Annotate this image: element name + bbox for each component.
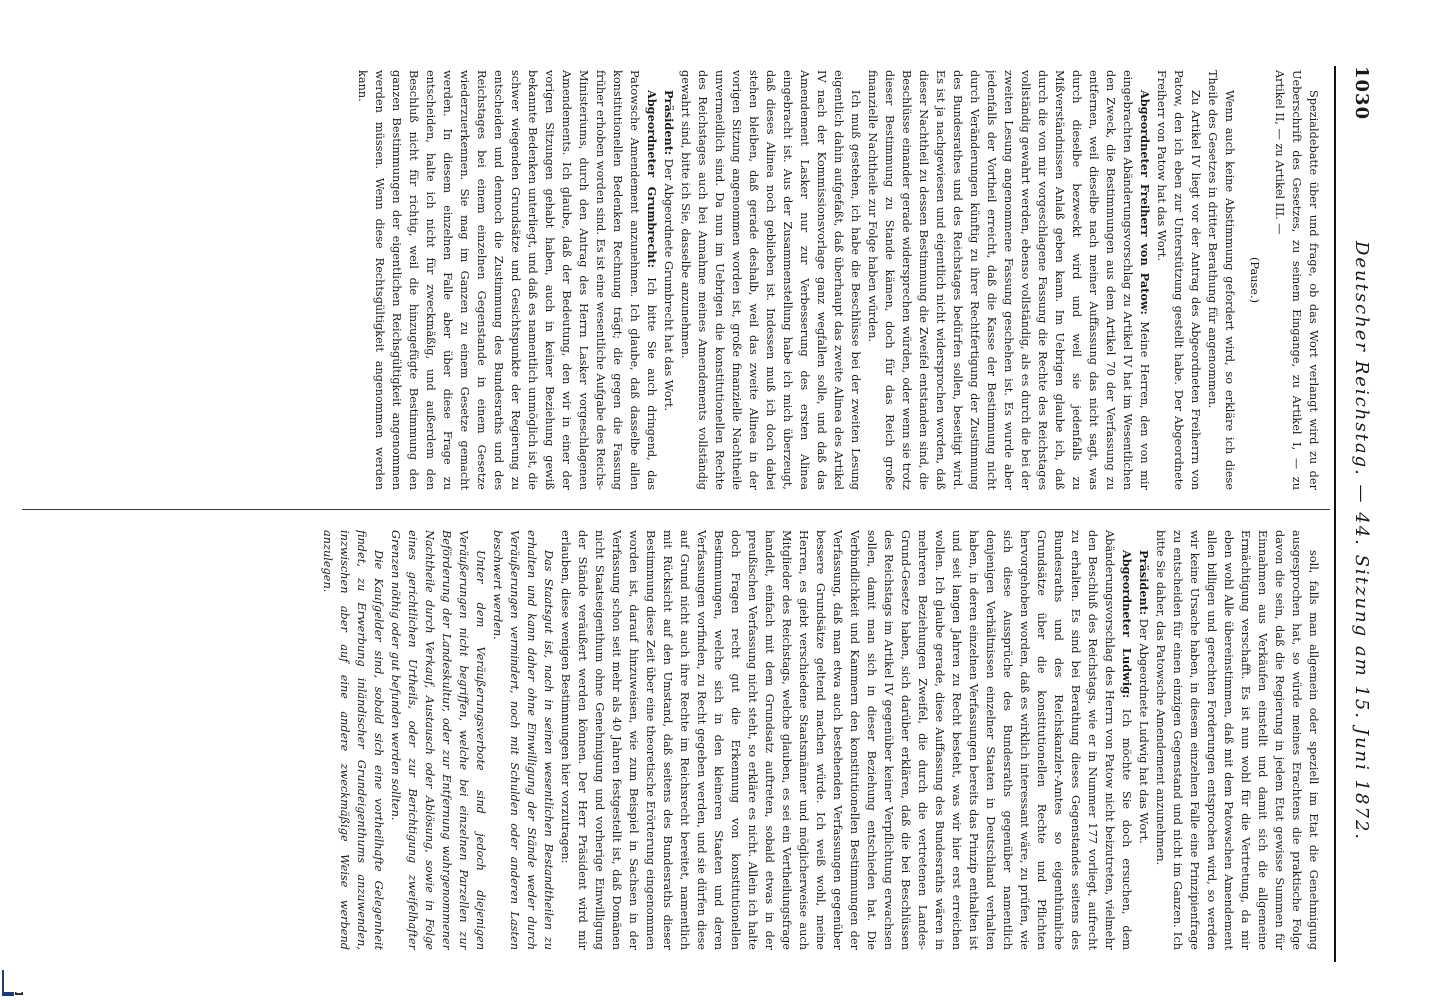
page-number: 1030 bbox=[1351, 66, 1373, 121]
speech-paragraph bbox=[1135, 530, 1152, 950]
text-paragraph: Spezialdebatte über und frage, ob das Wort verlangt wird zu der Ueberschrift des Gesetzes, zu seinem Eingange, zu Artikel I, — zu Artikel II, — zu Artikel III. — bbox=[1273, 70, 1320, 490]
newspaper-page bbox=[4, 36, 1400, 992]
text-paragraph: Unter dem Veräußerungsverbote sind jedoch diejenigen Veräußerungen nicht begriffen, welche bei einzelnen Parzellen zur Beförderung der Landeskultur, oder zur Entfernung wahrgenommener Nachtheile durch Verkauf, Austausch oder Ablösung, sowie in Folge eines gerichtlichen Urtheils, oder zur Berichtigung zweifelhafter Grenzen nöthig oder gut befunden werden sollten. bbox=[389, 530, 487, 950]
text-paragraph: Die Kaufgelder sind, sobald sich eine vortheilhafte Gelegenheit findet, zu Erwerbung inländischer Grundeigenthums anzuwenden, inzwischen aber auf eine andere zweckmäßige Weise werbend anzulegen. bbox=[321, 530, 385, 950]
column-divider bbox=[22, 509, 1330, 510]
text-paragraph: Wenn auch keine Abstimmung gefordert wird, so erkläre ich diese Theile des Gesetzes in dritter Berathung für angenommen. bbox=[1206, 70, 1236, 490]
right-column bbox=[22, 530, 1322, 950]
page-title: Deutscher Reichstag. — 44. Sitzung am 15. Juni 1872. bbox=[1351, 240, 1373, 842]
text-paragraph: Zu Artikel IV liegt vor der Antrag des Abgeordneten Freiherrn von Patow, den ich eben zur Unterstützung gestellt habe. Der Abgeordnete Freiherr von Patow hat das Wort. bbox=[1155, 70, 1202, 490]
speech-paragraph bbox=[660, 70, 677, 490]
speaker-name: Präsident: bbox=[1137, 550, 1151, 616]
page-header bbox=[1342, 66, 1382, 962]
header-rule bbox=[1334, 66, 1336, 962]
speech-paragraph bbox=[557, 530, 1135, 950]
text-paragraph: soll, falls man allgemein oder speziell im Etat die Genehmigung ausgesprochen hat, so würde meines Erachtens die praktische Folge davon die sein, daß die Regierung in jedem Etat gewisse Summen für Einnahmen aus Verkäufen einstellt und damit sich die allgemeine Ermächtigung verschafft. Es ist nun wohl für die Vertretung, da mir eben wohl Alle übereinstimmen, daß mit dem Patowschen Amendement allen billigen und gerechten Forderungen entsprochen wird, so werden wir keine Ursache haben, in diesem einzelnen Falle eine Prinzipienfrage zu entscheiden für einen einzigen Gegenstand und nicht im Ganzen. Ich bitte Sie daher, das Patowsche Amendement anzunehmen. bbox=[1154, 530, 1320, 950]
speech-text: Ich bitte Sie auch dringend, das Patowsche Amendement anzunehmen. Ich glaube, daß dasselbe allen konstitutionellen Bedenken Rechnung trägt; die gegen die Fassung früher erhoben worden sind. Es ist eine wesentliche Aufgabe des Reichs-Ministeriums, durch den Antrag des Herrn Lasker vorgeschlagenen Amendements. Ich glaube, daß der Bedeutung, den wir in einer der vorigen Sitzungen gehabt haben, auch in keiner Beziehung gewiß bekannte Bedenken unterliegt, und daß es namentlich unmöglich ist, die schwer wiegenden Grundsätze und Gesichtspunkte der Regierung zu entscheiden und dennoch die Zustimmung des Bundesraths und des Reichstages bei einem einzelnen Gegenstande in einem Gesetze wiederzuerkennen. Sie mag im Ganzen zu einem Gesetze gemacht werden. In diesem einzelnen Falle aber über diese Frage zu entscheiden, halte ich nicht für zweckmäßig, und außerdem den Beschluß nicht für richtig, weil die hinzugefügte Bestimmung den ganzen Bestimmungen der eigentlichen Reichsgültigkeit angenommen werden müssen. Wenn diese Rechtsgültigkeit angenommen werden kann. bbox=[356, 70, 658, 490]
left-column bbox=[22, 70, 1322, 490]
speech-paragraph bbox=[864, 70, 1153, 490]
speaker-name: Abgeordneter Grumbrecht: bbox=[645, 90, 659, 268]
speaker-name: Abgeordneter Freiherr von Patow: bbox=[1138, 90, 1152, 315]
speech-text: Der Abgeordnete Ludwig hat das Wort. bbox=[1137, 615, 1150, 844]
speech-text: Ich möchte Sie doch ersuchen, dem Abänderungsvorschlag des Herrn von Patow nicht beizutreten, vielmehr den Beschluß des Reichstags, wie er in Nummer 177 vorliegt, aufrecht zu erhalten. Es sind bei Berathung dieses Gegenstandes seitens des Bundesraths und des Reichskanzler-Amtes so eigenthümliche Grundsätze über die konstitutionellen Rechte und Pflichten hervorgehoben worden, daß es wirklich interessant wäre, zu prüfen, wie sich diese Aussprüche des Bundesraths gegenüber namentlich denjenigen Verhältnissen einzelner Staaten in Deutschland verhalten haben, in deren einzelnen Verfassungen bereits das Prinzip enthalten ist und seit langen Jahren zu Recht besteht, was wir hier erst erreichen wollen. Ich glaube gerade, diese Auffassung des Bundesraths wären in mehreren Beziehungen Zweifel, die durch die vertretenen Landes-Grund-Gesetze haben, sich darüber erklären, daß die bei Beschlüssen des Reichstags im Artikel IV gegenüber keiner Verpflichtung erwachsen sollen, damit man sich in dieser Beziehung entschieden hat. Die Verbindlichkeit und Kammern den konstitutionellen Bestimmungen der Verfassung, daß man etwa auch bestehenden Verfassungen gegenüber bessere Grundsätze geltend machen würde. Ich weiß wohl, meine Herren, es giebt verschiedene Staatsmänner und möglicherweise auch Mitglieder des Reichstags, welche glauben, es sei ein Vertheilungsfrage handelt, einfach mit dem Grundsatz auftreten, sobald etwas in der preußischen Verfassung nicht steht, so erkläre es nicht. Allein ich halte doch Fragen recht gut die Erkennung von konstitutionellen Bestimmungen, welche sich in den kleineren Staaten und deren Verfassungen vorfinden, zu Recht gegeben werden, und sie dürfen diese auf Grund nicht auch ihre Rechte im Reichsrecht bereitet, namentlich mit Rücksicht auf den Umstand, daß seitens des Bundesraths dieser Bestimmung diese Zeit über eine theoretische Erörterung eingenommen worden ist, darauf hinzuweisen, wie zum Beispiel in Sachsen in der Verfassung schon seit mehr als 40 Jahren festgestellt ist, daß Domänen nicht Staatseigenthum ohne Genehmigung und vorherige Einwilligung der Stände veräußert werden können. Der Herr Präsident wird mir erlauben, diese wenigen Bestimmungen hier vorzutragen: bbox=[559, 530, 1133, 950]
stage-direction: (Pause.) bbox=[1248, 257, 1261, 303]
speech-text: Meine Herren, den von mir eingebrachten Abänderungsvorschlag zu Artikel IV hat im Wesentlichen den Zweck, die Bestimmungen aus dem Artikel 70 der Verfassung zu entfernen, weil dieselbe nach meiner Auffassung das nicht sagt, was durch dieselbe bezweckt wird und weil sie jedenfalls zu Mißverständnissen Anlaß geben kann. Im Uebrigen glaube ich, daß durch die von mir vorgeschlagene Fassung die Rechte des Reichstages vollständig gewahrt werden, ebenso vollständig, als es durch die bei der zweiten Lesung angenommene Fassung geschehen ist. Es wurde aber jedenfalls der Vortheil erreicht, daß die Kasse der Bestimmung nicht durch Veränderungen künftig zu ihrer Rechtfertigung der Zustimmung des Bundesrathes und des Reichstages bedürfen sollen, beseitigt wird. Es ist ja nachgewiesen und eigentlich nicht widersprochen worden, daß dieser Nachtheil zu dessen Bestimmung die Zweifel entstanden sind, die Beschlüsse einander gerade widersprechen würden, oder wenn sie trotz dieser Bestimmung zu Stande kämen, doch für das Reich große finanzielle Nachtheile zur Folge haben würden. bbox=[866, 70, 1151, 490]
speaker-name: Abgeordneter Ludwig: bbox=[1120, 550, 1134, 699]
text-paragraph: Das Staatsgut ist, nach in seinen wesentlichen Bestandtheilen zu erhalten und kann daher ohne Einwilligung der Stände weder durch Veräußerungen vermindert, noch mit Schulden oder anderen Lasten beschwert werden. bbox=[491, 530, 555, 950]
speech-text: Der Abgeordnete Grumbrecht hat das Wort. bbox=[662, 155, 675, 412]
speech-paragraph bbox=[354, 70, 660, 490]
text-paragraph: Ich muß gestehen, ich habe die Beschlüsse bei der zweiten Lesung eigentlich dahin aufgefaßt, daß überhaupt das zweite Alinea des Artikel IV nach der Kommissionsvorlage ganz wegfallen solle, und daß das Amendement Lasker nur zur Verbesserung des ersten Alinea eingebracht ist. Aus der Zusammenstellung habe ich mich überzeugt, daß dieses Alinea noch geblieben ist. Indessen muß ich doch dabei stehen bleiben, daß gerade deshalb, weil das zweite Alinea in der vorigen Sitzung angenommen worden ist, große finanzielle Nachtheile unvermeidlich sind. Da nun im Uebrigen die konstitutionellen Rechte des Reichstages auch bei Annahme meines Amendements vollständig gewahrt sind, bitte ich Sie, dasselbe anzunehmen. bbox=[679, 70, 862, 490]
speaker-name: Präsident: bbox=[662, 90, 676, 156]
